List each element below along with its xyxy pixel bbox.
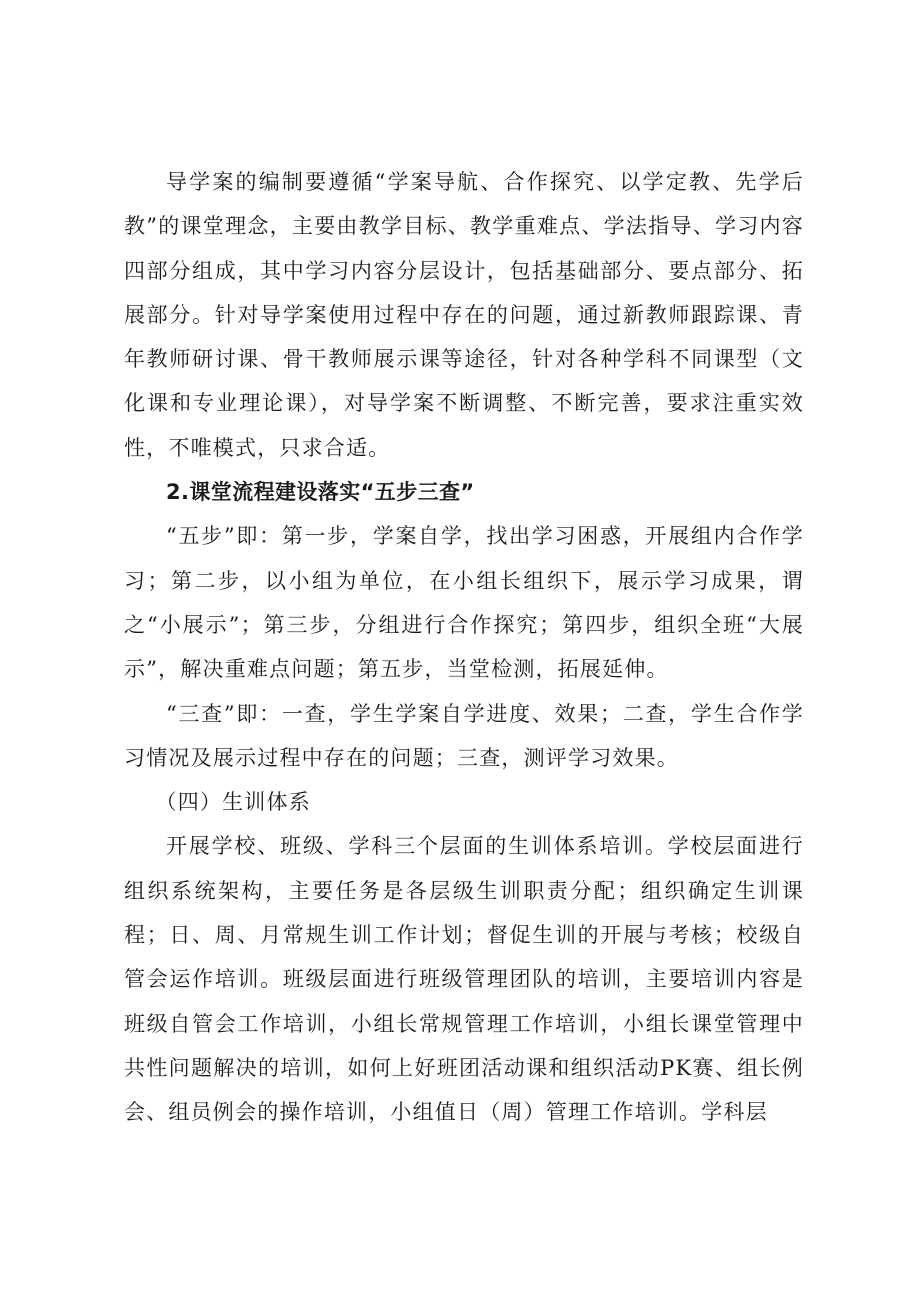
paragraph-guided-learning-plan: 导学案的编制要遵循“学案导航、合作探究、以学定教、先学后教”的课堂理念，主要由教学目标、教学重难点、学法指导、学习内容四部分组成，其中学习内容分层设计，包括基础部分、要点部分、拓展部分。针对导学案使用过程中存在的问题，通过新教师跟踪课、青年教师研讨课、骨干教师展示课等途径，针对各种学科不同课型（文化课和专业理论课），对导学案不断调整、不断完善，要求注重实效性，不唯模式，只求合适。 <box>124 170 804 460</box>
document-page <box>124 160 804 1135</box>
section-heading-student-training-system: （四）生训体系 <box>155 790 311 815</box>
paragraph-five-steps: “五步”即：第一步，学案自学，找出学习困惑，开展组内合作学习；第二步，以小组为单位，在小组长组织下，展示学习成果，谓之“小展示”；第三步，分组进行合作探究；第四步，组织全班“大展示”，解决重难点问题；第五步，当堂检测，拓展延伸。 <box>124 524 804 682</box>
paragraph-three-checks: “三查”即：一查，学生学案自学进度、效果；二查，学生合作学习情况及展示过程中存在的问题；三查，测评学习效果。 <box>124 701 804 770</box>
paragraph-student-training: 开展学校、班级、学科三个层面的生训体系培训。学校层面进行组织系统架构，主要任务是各层级生训职责分配；组织确定生训课程；日、周、月常规生训工作计划；督促生训的开展与考核；校级自管会运作培训。班级层面进行班级管理团队的培训，主要培训内容是班级自管会工作培训，小组长常规管理工作培训，小组长课堂管理中共性问题解决的培训，如何上好班团活动课和组织活动PK赛、组长例会、组员例会的操作培训，小组值日（周）管理工作培训。学科层 <box>124 834 804 1125</box>
section-heading-five-steps-three-checks: 2.课堂流程建设落实“五步三查” <box>166 480 475 505</box>
